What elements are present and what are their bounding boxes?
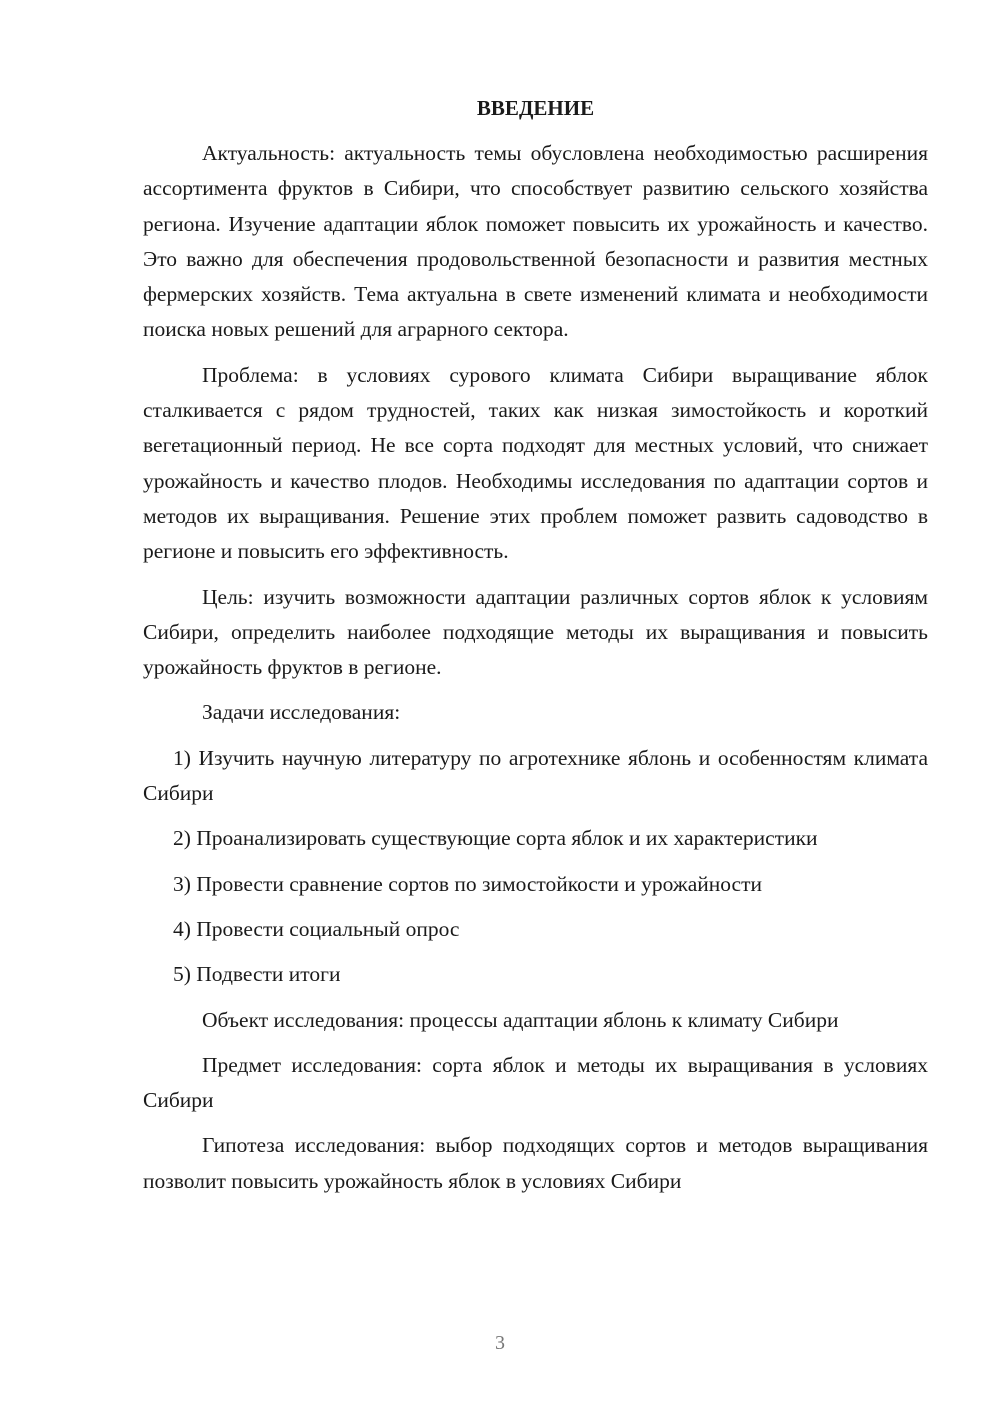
task-item: 4) Провести социальный опрос	[173, 916, 460, 941]
hypothesis-paragraph: Гипотеза исследования: выбор подходящих сортов и методов выращивания позволит повысить урожайность яблок в условиях Сибири	[143, 1133, 928, 1193]
task-item: 3) Провести сравнение сортов по зимостойкости и урожайности	[173, 871, 762, 896]
goal-paragraph: Цель: изучить возможности адаптации различных сортов яблок к условиям Сибири, определить наиболее подходящие методы их выращивания и повысить урожайность фруктов в регионе.	[143, 584, 928, 680]
section-title: ВВЕДЕНИЕ	[476, 96, 595, 120]
object-paragraph: Объект исследования: процессы адаптации яблонь к климату Сибири	[202, 1007, 839, 1032]
subject-paragraph: Предмет исследования: сорта яблок и методы их выращивания в условиях Сибири	[143, 1052, 928, 1113]
problem-paragraph: Проблема: в условиях сурового климата Сибири выращивание яблок сталкивается с рядом трудностей, таких как низкая зимостойкость и короткий вегетационный период. Не все сорта подходят для местных условий, что снижает урожайность и качество плодов. Необходимы исследования по адаптации сортов и методов их выращивания. Решение этих проблем поможет развить садоводство в регионе и повысить его эффективность.	[143, 362, 928, 564]
task-item: 2) Проанализировать существующие сорта яблок и их характеристики	[173, 826, 818, 851]
task-item: 5) Подвести итоги	[173, 962, 341, 987]
page-number: 3	[495, 1332, 505, 1354]
task-item: 1) Изучить научную литературу по агротехнике яблонь и особенностям климата Сибири	[143, 745, 928, 806]
relevance-paragraph: Актуальность: актуальность темы обусловлена необходимостью расширения ассортимента фруктов в Сибири, что способствует развитию сельского хозяйства региона. Изучение адаптации яблок поможет повысить их урожайность и качество. Это важно для обеспечения продовольственной безопасности и развития местных фермерских хозяйств. Тема актуальна в свете изменений климата и необходимости поиска новых решений для аграрного сектора.	[143, 141, 928, 342]
document-body	[143, 92, 928, 1209]
tasks-heading: Задачи исследования:	[202, 700, 401, 725]
